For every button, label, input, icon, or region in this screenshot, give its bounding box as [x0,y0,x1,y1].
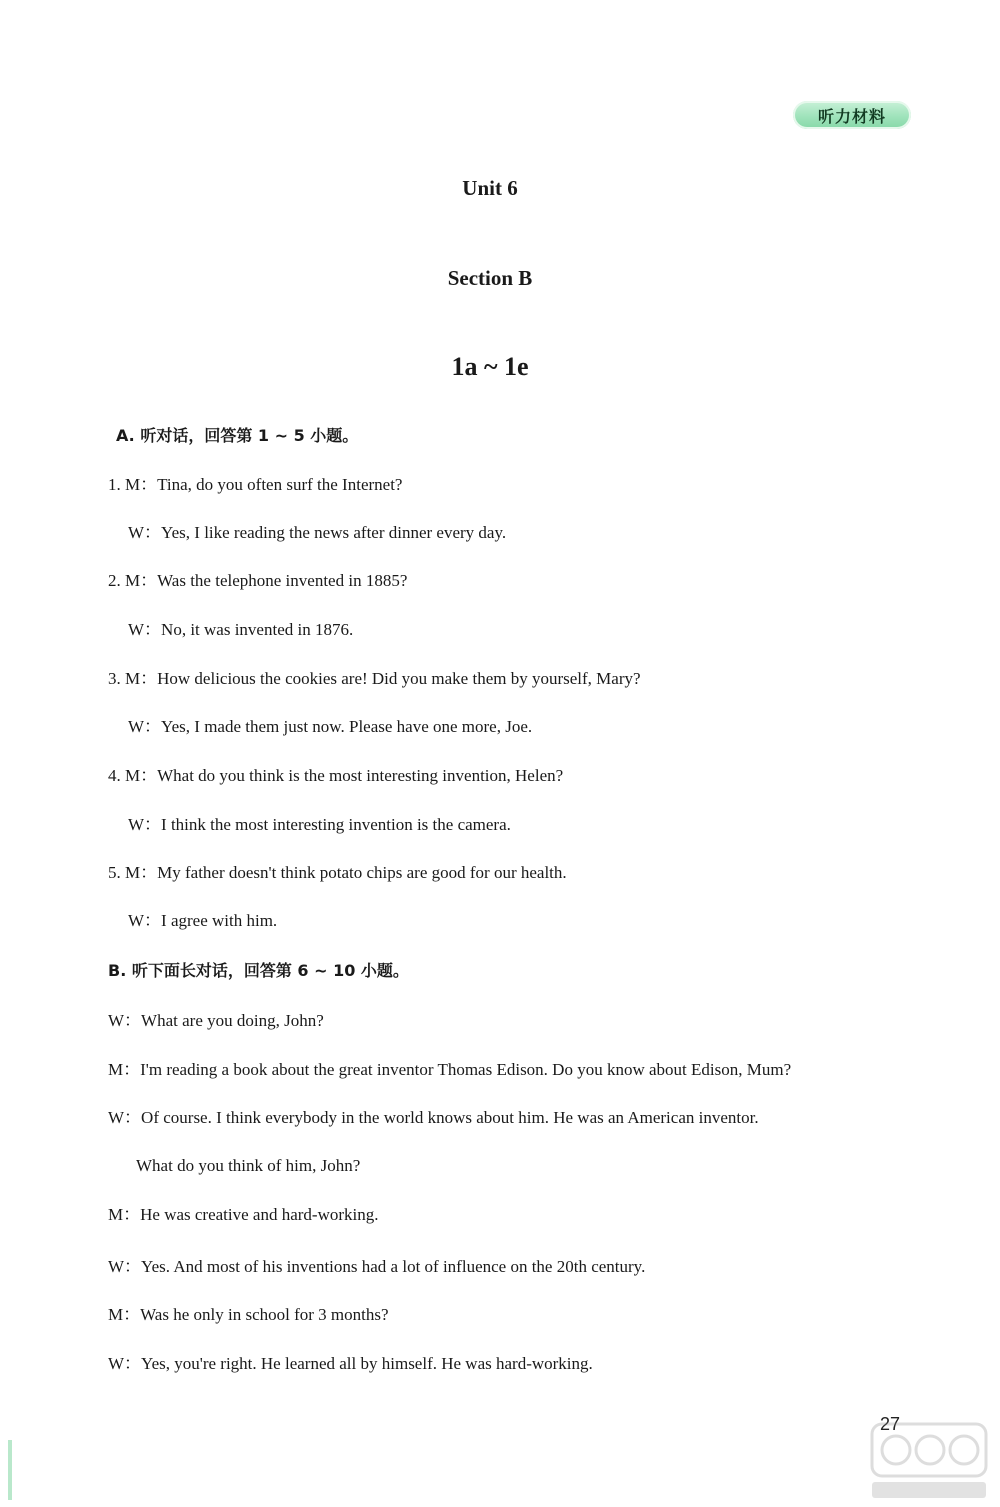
dialogue-line: W：I think the most interesting invention is the camera. [128,815,511,834]
part-b-instruction: B. 听下面长对话，回答第 6 ~ 10 小题。 [108,961,409,980]
dialogue-line: W：What are you doing, John? [108,1011,324,1030]
dialogue-line: W：Yes. And most of his inventions had a lot of influence on the 20th century. [108,1257,646,1276]
dialogue-line: 1. M：Tina, do you often surf the Internet? [108,475,403,494]
dialogue-line: W：Yes, I made them just now. Please have one more, Joe. [128,717,533,736]
dialogue-line: M：He was creative and hard-working. [108,1205,379,1224]
dialogue-line: M：I'm reading a book about the great inventor Thomas Edison. Do you know about Edison, Mum? [108,1060,792,1079]
page-number: 27 [880,1414,901,1434]
page-edge-decoration [8,1440,12,1500]
section-title: Section B [447,266,533,290]
dialogue-line: W：I agree with him. [128,911,278,930]
dialogue-line: 4. M：What do you think is the most interesting invention, Helen? [108,766,564,785]
part-title: 1a ~ 1e [451,352,529,381]
unit-title: Unit 6 [462,176,518,200]
dialogue-line: 5. M：My father doesn't think potato chips are good for our health. [108,863,567,882]
dialogue-line: M：Was he only in school for 3 months? [108,1305,389,1324]
part-a-instruction: A. 听对话，回答第 1 ~ 5 小题。 [116,426,359,445]
dialogue-line: W：Yes, I like reading the news after dinner every day. [128,523,507,542]
dialogue-line: 2. M：Was the telephone invented in 1885? [108,571,408,590]
dialogue-line: W：No, it was invented in 1876. [128,620,354,639]
dialogue-line: What do you think of him, John? [136,1156,361,1175]
dialogue-line: 3. M：How delicious the cookies are! Did you make them by yourself, Mary? [108,669,641,688]
watermark-logo-icon [868,1420,990,1502]
dialogue-line: W：Of course. I think everybody in the world knows about him. He was an American inventor. [108,1108,759,1127]
dialogue-line: W：Yes, you're right. He learned all by himself. He was hard-working. [108,1354,593,1373]
listening-material-badge: 听力材料 [793,101,911,129]
